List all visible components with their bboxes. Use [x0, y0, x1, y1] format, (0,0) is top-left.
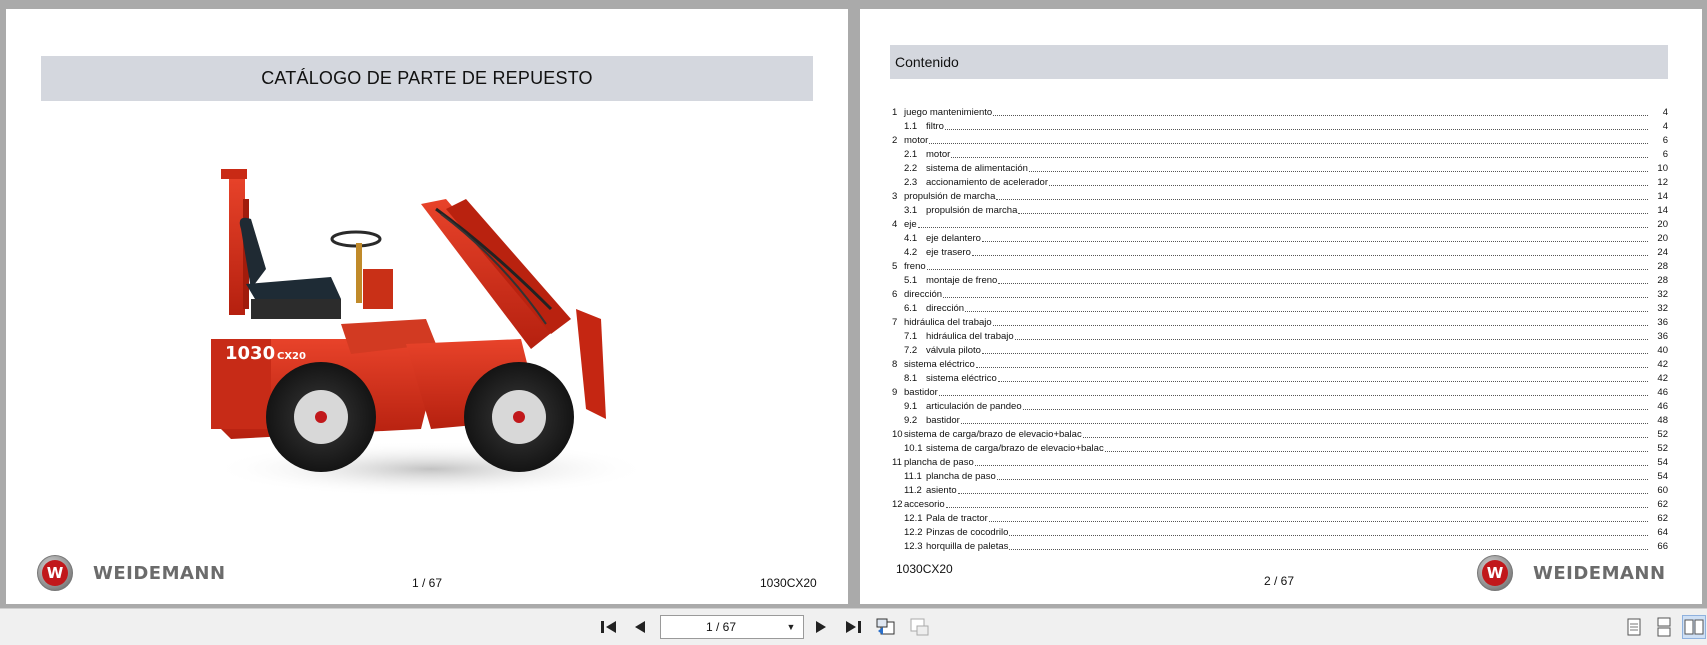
toc-leader-dots	[1009, 535, 1648, 536]
toc-leader-dots	[1049, 185, 1648, 186]
toc-entry-number: 11.1	[904, 471, 922, 482]
toc-entry-number: 7.1	[904, 331, 918, 342]
toc-entry[interactable]	[892, 454, 1668, 468]
page-1	[6, 9, 848, 604]
logo-text: WEIDEMANN	[1533, 562, 1666, 584]
toc-leader-dots	[946, 507, 1648, 508]
toc-leader-dots	[958, 493, 1648, 494]
toc-leader-dots	[993, 115, 1648, 116]
continuous-view-icon[interactable]	[1652, 615, 1676, 639]
toc-entry-page: 6	[1662, 135, 1668, 146]
toc-leader-dots	[918, 227, 1648, 228]
toc-entry-number: 10.1	[904, 443, 923, 454]
go-forward-view-icon[interactable]	[907, 615, 931, 639]
toc-entry-number: 12	[892, 499, 903, 510]
toc-entry-page: 62	[1657, 513, 1668, 524]
toc-entry-page: 60	[1657, 485, 1668, 496]
toc-entry-title: sistema eléctrico	[926, 373, 997, 384]
toc-entry-title: eje	[904, 219, 917, 230]
toc-entry-page: 12	[1657, 177, 1668, 188]
toc-entry-title: motor	[904, 135, 929, 146]
toc-entry-title: accionamiento de acelerador	[926, 177, 1048, 188]
toc-entry[interactable]	[892, 426, 1668, 440]
toc-entry-page: 10	[1657, 163, 1668, 174]
toc-leader-dots	[998, 381, 1648, 382]
page-number-input[interactable]	[661, 620, 781, 634]
toc-leader-dots	[1015, 339, 1648, 340]
toc-entry[interactable]	[892, 398, 1668, 412]
toc-entry-page: 52	[1657, 443, 1668, 454]
toc-entry-page: 54	[1657, 457, 1668, 468]
toc-leader-dots	[945, 129, 1648, 130]
toc-entry-page: 20	[1657, 233, 1668, 244]
toc-leader-dots	[1083, 437, 1648, 438]
toc-entry-page: 14	[1657, 191, 1668, 202]
toc-entry-page: 48	[1657, 415, 1668, 426]
toc-entry-title: sistema de carga/brazo de elevacio+balac	[926, 443, 1104, 454]
toc-entry-number: 8	[892, 359, 898, 370]
toc-entry-title: Pala de tractor	[926, 513, 988, 524]
toc-leader-dots	[996, 199, 1648, 200]
toc-entry-page: 14	[1657, 205, 1668, 216]
toc-entry-number: 5	[892, 261, 898, 272]
toc-leader-dots	[1105, 451, 1648, 452]
toc-entry-page: 62	[1657, 499, 1668, 510]
page-number: 1 / 67	[412, 576, 443, 590]
toc-entry-title: articulación de pandeo	[926, 401, 1022, 412]
catalog-title-band	[41, 56, 813, 101]
toc-leader-dots	[927, 269, 1648, 270]
toc-entry[interactable]	[892, 216, 1668, 230]
toc-entry-title: Pinzas de cocodrilo	[926, 527, 1009, 538]
toc-entry-number: 2.2	[904, 163, 918, 174]
toc-leader-dots	[982, 241, 1648, 242]
toc-entry-number: 10	[892, 429, 903, 440]
toc-entry[interactable]	[892, 314, 1668, 328]
machine-model-label: 1030	[225, 343, 276, 364]
next-page-icon[interactable]	[809, 615, 833, 639]
toc-entry-page: 32	[1657, 289, 1668, 300]
toc-entry-title: sistema eléctrico	[904, 359, 975, 370]
toc-entry-title: dirección	[904, 289, 943, 300]
toc-entry-number: 9.1	[904, 401, 918, 412]
toc-entry[interactable]	[892, 230, 1668, 244]
toc-entry-number: 8.1	[904, 373, 918, 384]
toc-entry-number: 6.1	[904, 303, 918, 314]
toc-entry-number: 4.2	[904, 247, 918, 258]
page-2	[860, 9, 1702, 604]
toc-entry-title: eje trasero	[926, 247, 971, 258]
toc-entry[interactable]	[892, 440, 1668, 454]
toc-entry-page: 28	[1657, 261, 1668, 272]
toc-leader-dots	[961, 423, 1648, 424]
toc-entry[interactable]	[892, 384, 1668, 398]
page-number-field[interactable]	[660, 615, 804, 639]
toc-leader-dots	[997, 479, 1648, 480]
single-page-view-icon[interactable]	[1622, 615, 1646, 639]
toc-entry-page: 46	[1657, 387, 1668, 398]
toc-entry-page: 42	[1657, 373, 1668, 384]
model-code: 1030CX20	[760, 576, 817, 590]
toc-entry-title: eje delantero	[926, 233, 981, 244]
catalog-title: CATÁLOGO DE PARTE DE REPUESTO	[261, 68, 593, 88]
toc-entry-page: 20	[1657, 219, 1668, 230]
toc-entry-title: plancha de paso	[926, 471, 996, 482]
weidemann-logo	[1477, 555, 1666, 591]
toc-entry[interactable]	[892, 202, 1668, 216]
toc-leader-dots	[993, 325, 1648, 326]
toc-entry-number: 9.2	[904, 415, 918, 426]
toc-entry-number: 1	[892, 107, 898, 118]
toc-leader-dots	[1023, 409, 1648, 410]
model-code: 1030CX20	[896, 562, 953, 576]
toc-leader-dots	[943, 297, 1648, 298]
toc-leader-dots	[975, 465, 1648, 466]
toc-entry-title: sistema de carga/brazo de elevacio+balac	[904, 429, 1082, 440]
toc-entry[interactable]	[892, 356, 1668, 370]
toc-entry[interactable]	[892, 132, 1668, 146]
toc-entry-number: 2.3	[904, 177, 918, 188]
toc-entry-title: sistema de alimentación	[926, 163, 1028, 174]
toc-entry-page: 6	[1662, 149, 1668, 160]
toc-entry-title: filtro	[926, 121, 944, 132]
toc-entry[interactable]	[892, 188, 1668, 202]
weidemann-logo-icon: W	[1477, 555, 1513, 591]
toc-entry-number: 2	[892, 135, 898, 146]
toc-entry-page: 36	[1657, 317, 1668, 328]
toc-entry-title: válvula piloto	[926, 345, 981, 356]
previous-page-icon[interactable]	[628, 615, 652, 639]
toc-entry[interactable]	[892, 286, 1668, 300]
toc-leader-dots	[1009, 549, 1648, 550]
toc-entry[interactable]	[892, 468, 1668, 482]
toc-entry-page: 64	[1657, 527, 1668, 538]
toc-entry[interactable]	[892, 118, 1668, 132]
page-number: 2 / 67	[1264, 574, 1295, 588]
toc-entry[interactable]	[892, 496, 1668, 510]
go-back-view-icon[interactable]	[874, 615, 898, 639]
toc-entry[interactable]	[892, 342, 1668, 356]
toc-entry-page: 46	[1657, 401, 1668, 412]
toc-entry[interactable]	[892, 510, 1668, 524]
toc-leader-dots	[929, 143, 1648, 144]
toc-entry-page: 36	[1657, 331, 1668, 342]
toc-entry-title: accesorio	[904, 499, 945, 510]
toc-entry-number: 1.1	[904, 121, 918, 132]
toc-entry-number: 4.1	[904, 233, 918, 244]
toc-entry-title: horquilla de paletas	[926, 541, 1009, 552]
toc-entry-number: 3.1	[904, 205, 918, 216]
toc-entry-title: propulsión de marcha	[926, 205, 1018, 216]
toc-entry[interactable]	[892, 174, 1668, 188]
toc-entry-number: 3	[892, 191, 898, 202]
viewer-toolbar	[0, 608, 1707, 645]
toc-entry[interactable]	[892, 524, 1668, 538]
two-page-view-icon[interactable]	[1682, 615, 1706, 639]
toc-entry[interactable]	[892, 412, 1668, 426]
toc-entry[interactable]	[892, 244, 1668, 258]
chevron-down-icon[interactable]: ▼	[786, 622, 796, 632]
toc-entry-number: 12.2	[904, 527, 923, 538]
toc-entry-page: 4	[1662, 121, 1668, 132]
toc-leader-dots	[965, 311, 1648, 312]
weidemann-logo	[37, 555, 226, 591]
toc-entry-title: freno	[904, 261, 926, 272]
compact-loader-image	[191, 159, 671, 519]
toc-entry-page: 32	[1657, 303, 1668, 314]
toc-entry-title: hidráulica del trabajo	[926, 331, 1014, 342]
toc-entry-number: 9	[892, 387, 898, 398]
toc-entry-number: 12.3	[904, 541, 923, 552]
toc-entry-title: juego mantenimiento	[904, 107, 993, 118]
toc-leader-dots	[1029, 171, 1648, 172]
contents-heading-band	[890, 45, 1668, 79]
toc-entry-title: plancha de paso	[904, 457, 974, 468]
table-of-contents	[892, 104, 1668, 552]
toc-entry-page: 66	[1657, 541, 1668, 552]
toc-entry-number: 6	[892, 289, 898, 300]
toc-entry[interactable]	[892, 328, 1668, 342]
toc-leader-dots	[951, 157, 1648, 158]
toc-entry[interactable]	[892, 482, 1668, 496]
toc-entry-title: motor	[926, 149, 951, 160]
toc-entry-number: 5.1	[904, 275, 918, 286]
toc-entry-title: montaje de freno	[926, 275, 998, 286]
toc-entry-number: 11.2	[904, 485, 922, 496]
last-page-icon[interactable]	[841, 615, 865, 639]
toc-entry[interactable]	[892, 538, 1668, 552]
toc-entry-title: hidráulica del trabajo	[904, 317, 992, 328]
first-page-icon[interactable]	[597, 615, 621, 639]
toc-entry[interactable]	[892, 370, 1668, 384]
contents-heading: Contenido	[895, 54, 959, 70]
toc-entry[interactable]	[892, 160, 1668, 174]
toc-entry-number: 7	[892, 317, 898, 328]
toc-entry-number: 4	[892, 219, 898, 230]
toc-entry-number: 12.1	[904, 513, 923, 524]
machine-model-sublabel: CX20	[277, 351, 306, 362]
toc-leader-dots	[976, 367, 1648, 368]
toc-leader-dots	[982, 353, 1648, 354]
toc-entry-page: 4	[1662, 107, 1668, 118]
toc-entry-page: 24	[1657, 247, 1668, 258]
toc-entry[interactable]	[892, 258, 1668, 272]
toc-entry-page: 42	[1657, 359, 1668, 370]
toc-entry-page: 52	[1657, 429, 1668, 440]
toc-entry-title: propulsión de marcha	[904, 191, 996, 202]
toc-leader-dots	[1018, 213, 1648, 214]
toc-entry-number: 2.1	[904, 149, 918, 160]
toc-leader-dots	[989, 521, 1648, 522]
toc-entry-page: 54	[1657, 471, 1668, 482]
toc-entry[interactable]	[892, 146, 1668, 160]
toc-entry[interactable]	[892, 300, 1668, 314]
toc-entry[interactable]	[892, 104, 1668, 118]
logo-text: WEIDEMANN	[93, 562, 226, 584]
toc-entry-page: 28	[1657, 275, 1668, 286]
toc-entry-title: bastidor	[904, 387, 938, 398]
toc-entry-title: bastidor	[926, 415, 960, 426]
toc-leader-dots	[998, 283, 1648, 284]
toc-entry-number: 7.2	[904, 345, 918, 356]
toc-entry-title: dirección	[926, 303, 965, 314]
toc-entry-number: 11	[892, 457, 902, 468]
toc-leader-dots	[939, 395, 1648, 396]
toc-entry-title: asiento	[926, 485, 957, 496]
toc-entry-page: 40	[1657, 345, 1668, 356]
toc-leader-dots	[972, 255, 1648, 256]
toc-entry[interactable]	[892, 272, 1668, 286]
weidemann-logo-icon: W	[37, 555, 73, 591]
